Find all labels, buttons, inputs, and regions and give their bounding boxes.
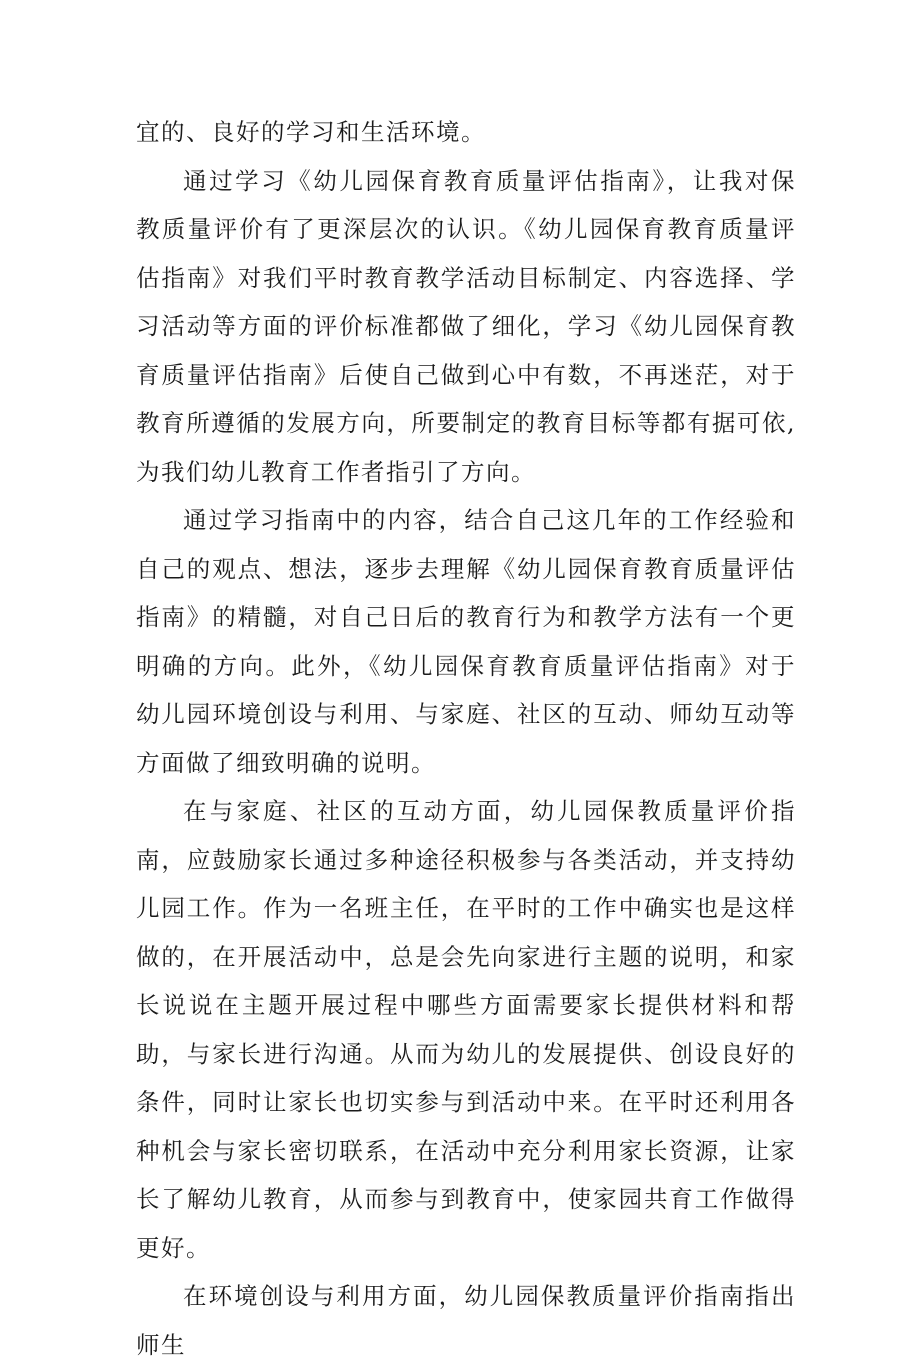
paragraph-environment: 在环境创设与利用方面，幼儿园保教质量评价指南指出师生 (136, 1282, 796, 1359)
document-body (136, 108, 796, 1369)
paragraph-family-community: 在与家庭、社区的互动方面，幼儿园保教质量评价指南，应鼓励家长通过多种途径积极参与各类活动，并支持幼儿园工作。作为一名班主任，在平时的工作中确实也是这样做的，在开展活动中，总是会先向家进行主题的说明，和家长说说在主题开展过程中哪些方面需要家长提供材料和帮助，与家长进行沟通。从而为幼儿的发展提供、创设良好的条件，同时让家长也切实参与到活动中来。在平时还利用各种机会与家长密切联系，在活动中充分利用家长资源，让家长了解幼儿教育，从而参与到教育中，使家园共育工作做得更好。 (136, 797, 796, 1262)
paragraph-guide-understanding: 通过学习《幼儿园保育教育质量评估指南》，让我对保教质量评价有了更深层次的认识。《幼儿园保育教育质量评估指南》对我们平时教育教学活动目标制定、内容选择、学习活动等方面的评价标准都做了细化，学习《幼儿园保育教育质量评估指南》后使自己做到心中有数，不再迷茫，对于教育所遵循的发展方向，所要制定的教育目标等都有据可依,为我们幼儿教育工作者指引了方向。 (136, 166, 796, 486)
paragraph-guide-content: 通过学习指南中的内容，结合自己这几年的工作经验和自己的观点、想法，逐步去理解《幼儿园保育教育质量评估指南》的精髓，对自己日后的教育行为和教学方法有一个更明确的方向。此外，《幼儿园保育教育质量评估指南》对于幼儿园环境创设与利用、与家庭、社区的互动、师幼互动等方面做了细致明确的说明。 (136, 506, 796, 777)
paragraph-continuation: 宜的、良好的学习和生活环境。 (136, 118, 486, 146)
